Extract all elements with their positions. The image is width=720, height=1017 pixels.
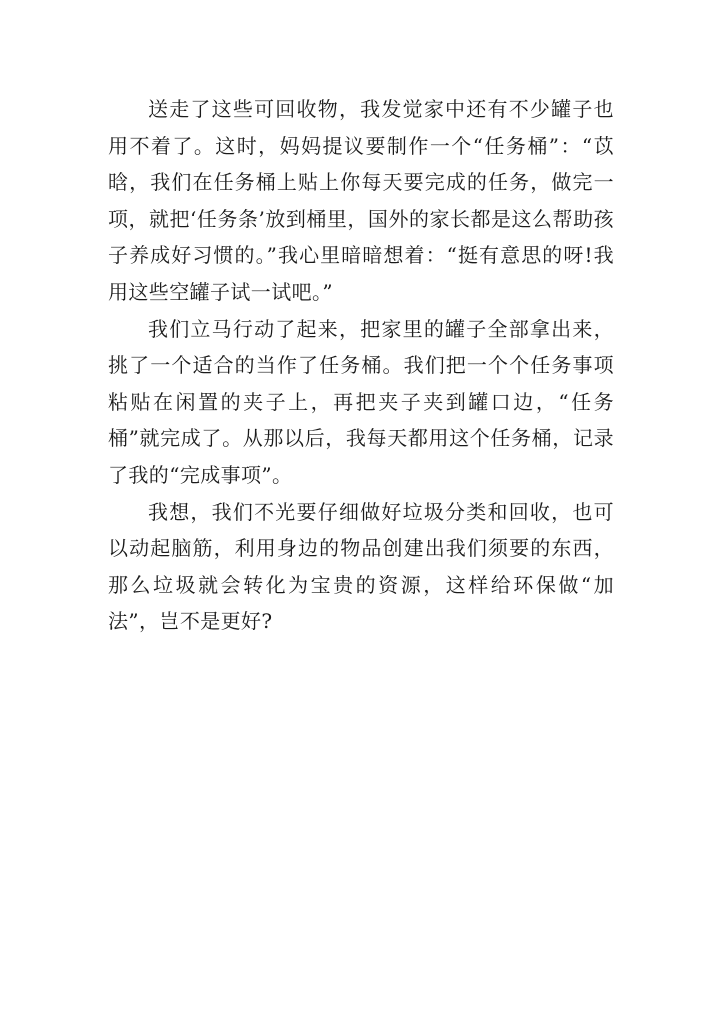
- paragraph-task-bucket-idea: 送走了这些可回收物，我发觉家中还有不少罐子也用不着了。这时，妈妈提议要制作一个“任务桶”：“苡晗，我们在任务桶上贴上你每天要完成的任务，做完一项，就把‘任务条’放到桶里，国外的家长都是这么帮助孩子养成好习惯的。”我心里暗暗想着：“挺有意思的呀!我用这些空罐子试一试吧。”: [108, 97, 614, 304]
- paragraph-conclusion: 我想，我们不光要仔细做好垃圾分类和回收，也可以动起脑筋，利用身边的物品创建出我们须要的东西，那么垃圾就会转化为宝贵的资源，这样给环保做“加法”，岂不是更好?: [108, 499, 614, 634]
- paragraph-making-task-bucket: 我们立马行动了起来，把家里的罐子全部拿出来，挑了一个适合的当作了任务桶。我们把一个个任务事项粘贴在闲置的夹子上，再把夹子夹到罐口边，“任务桶”就完成了。从那以后，我每天都用这个任务桶，记录了我的“完成事项”。: [108, 316, 614, 487]
- essay-body: [108, 91, 614, 640]
